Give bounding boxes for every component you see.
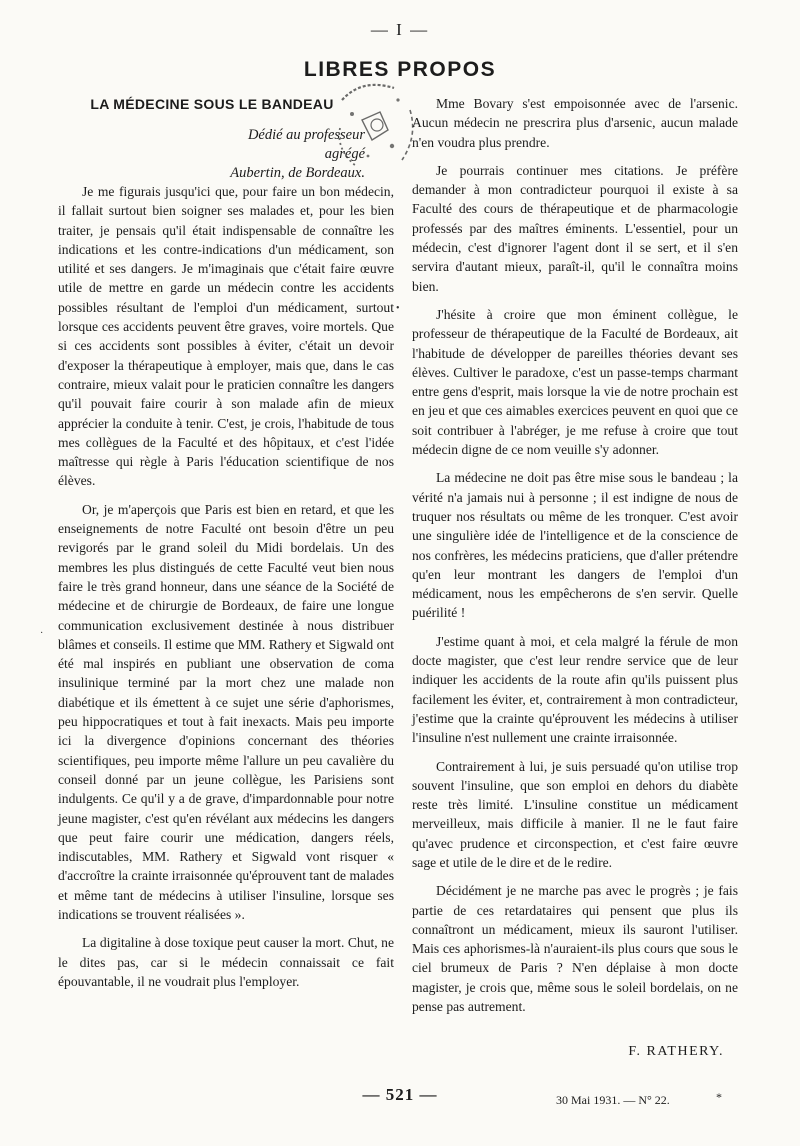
dedication-line-2: Aubertin, de Bordeaux. xyxy=(230,165,365,181)
paragraph: La médecine ne doit pas être mise sous le bandeau ; la vérité n'a jamais nui à personne ; il est indigne de nous de truquer nos résultats ou même de les tronquer. C'est avoir une singulière idée de l'intelligence et de la conscience de nos confrères, les médecins praticiens, que d'aller prétendre qu'en leur montrant les dangers de l'emploi d'un médicament, nous les empêcherons de s'en servir. Quelle puérilité ! xyxy=(412,470,738,621)
main-title: LIBRES PROPOS xyxy=(303,58,497,81)
paragraph: Or, je m'aperçois que Paris est bien en retard, et que les enseignements de notre Faculté ont besoin d'être un peu revigorés par le grand soleil du Midi bordelais. Un des membres les plus distingués de cette Faculté veut bien nous faire le très grand honneur, dans une séance de la Société de médecine et de chirurgie de Bordeaux, de faire une longue communication exclusivement destinée à nous distribuer blâmes et conseils. Il estime que MM. Rathery et Sigwald ont été mal inspirés en publiant une observation de coma insulinique terminé par la mort chez une malade non diabétique et ils émettent à ce sujet une série d'aphorismes, peu hippocratiques et tout à fait inexacts. Mais peu importe ici la divergence d'opinions concernant des théories scientifiques, peu importe même l'allure un peu cavalière du conseil donné par un jeune collègue, les Parisiens sont indulgents. Ce qu'il y a de grave, d'impardonnable pour notre jeune magister, c'est qu'en révélant aux médecins les dangers que peut faire courir une médication, dangers réels, indiscutables, MM. Rathery et Sigwald vont risquer « d'accroître la crainte irraisonnée qu'éprouvent tant de malades et même tant de médecins à utiliser l'insuline, lorsque ses indications se trouvent réalisées ». xyxy=(58,501,394,922)
issue-date: 30 Mai 1931. — N° 22. xyxy=(556,1093,670,1107)
right-column xyxy=(412,94,738,1025)
paragraph: Décidément je ne marche pas avec le progrès ; je fais partie de ces retardataires qui pensent que plus ils connaîtront un médicament, mieux ils sauront l'utiliser. Mais ces aphorismes-là n'auraient-ils plus cours que sous le ciel brumeux de Paris ? N'en déplaise à mon docte magister, je crois que, même sous le soleil bordelais, on ne pense pas autrement. xyxy=(412,883,738,1015)
paragraph: J'hésite à croire que mon éminent collègue, le professeur de thérapeutique de la Faculté de Bordeaux, ait l'habitude de développer de pareilles théories devant ses élèves. Cultiver le paradoxe, c'est un passe-temps charmant entre gens d'esprit, mais lorsque la vie de notre prochain est en jeu et que ces aimables exercices peuvent en quoi que ce soit contribuer à l'abréger, je me refuse à croire que tout médecin digne de ce nom veuille s'y adonner. xyxy=(412,306,738,458)
paragraph: Mme Bovary s'est empoisonnée avec de l'arsenic. Aucun médecin ne prescrira plus d'arsenic, aucun malade n'en voudra plus prendre. xyxy=(412,96,738,150)
article-subtitle: LA MÉDECINE SOUS LE BANDEAU xyxy=(90,96,334,112)
margin-dot-icon: · xyxy=(40,628,44,639)
paragraph: J'estime quant à moi, et cela malgré la férule de mon docte magister, que c'est leur rendre service que de leur indiquer les accidents de la route afin qu'ils puissent plus facilement les éviter, et, contrairement à mon contradicteur, j'estime que la crainte qu'éprouvent les médecins à utiliser l'insuline n'est nullement une crainte irraisonnée. xyxy=(412,633,738,746)
author-signature: F. RATHERY. xyxy=(628,1044,724,1059)
paragraph: Contrairement à lui, je suis persuadé qu'on utilise trop souvent l'insuline, que son emploi en dehors du diabète reste très limité. L'insuline constitue un médicament merveilleux, mais difficile à manier. Il ne le faut faire qu'avec prudence et circonspection, et c'est faire œuvre sage et utile de le dire et de le redire. xyxy=(412,758,738,870)
margin-dot-icon: • xyxy=(396,303,400,314)
paragraph: Je pourrais continuer mes citations. Je préfère demander à mon contradicteur pourquoi il existe à sa Faculté des cours de thérapeutique et de pharmacologie professés par des maîtres éminents. L'essentiel, pour un médecin, c'est d'ignorer l'agent dont il se sert, et il s'en servira d'autant mieux, paraît-il, qu'il le connaîtra moins bien. xyxy=(412,162,738,294)
paragraph: Je me figurais jusqu'ici que, pour faire un bon médecin, il fallait surtout bien soigner ses malades et, pour les bien traiter, je pensais qu'il était indispensable de connaître les indications et les contre-indications d'un médicament, son utilité et ses dangers. Je m'imaginais que c'était faire œuvre utile de mettre en garde un médecin contre les accidents possibles résultant de l'emploi d'un médicament, surtout lorsque ces accidents peuvent être graves, voire mortels. Que si ces accidents sont possibles à éviter, c'était un devoir d'exposer la thérapeutique à employer, mais que, dans le cas contraire, mieux valait pour le praticien connaître les dangers qu'il pouvait faire courir à son malade afin de mieux apprécier la conduite à tenir. C'est, je crois, l'habitude de tous mes collègues de la Faculté et des hôpitaux, et c'est l'idée maîtresse qui règle à Paris l'éducation scientifique de nos élèves. xyxy=(58,184,394,489)
dedication-line-1: Dédié au professeur agrégé xyxy=(247,127,365,162)
footer-mark: * xyxy=(716,1090,722,1104)
page-number: — 521 — xyxy=(362,1085,438,1104)
folio: — I — xyxy=(370,20,430,39)
paragraph: La digitaline à dose toxique peut causer la mort. Chut, ne le dites pas, car si le médecin connaissait ce fait épouvantable, il ne voudrait plus l'employer. xyxy=(58,935,394,989)
left-column xyxy=(58,182,394,1000)
